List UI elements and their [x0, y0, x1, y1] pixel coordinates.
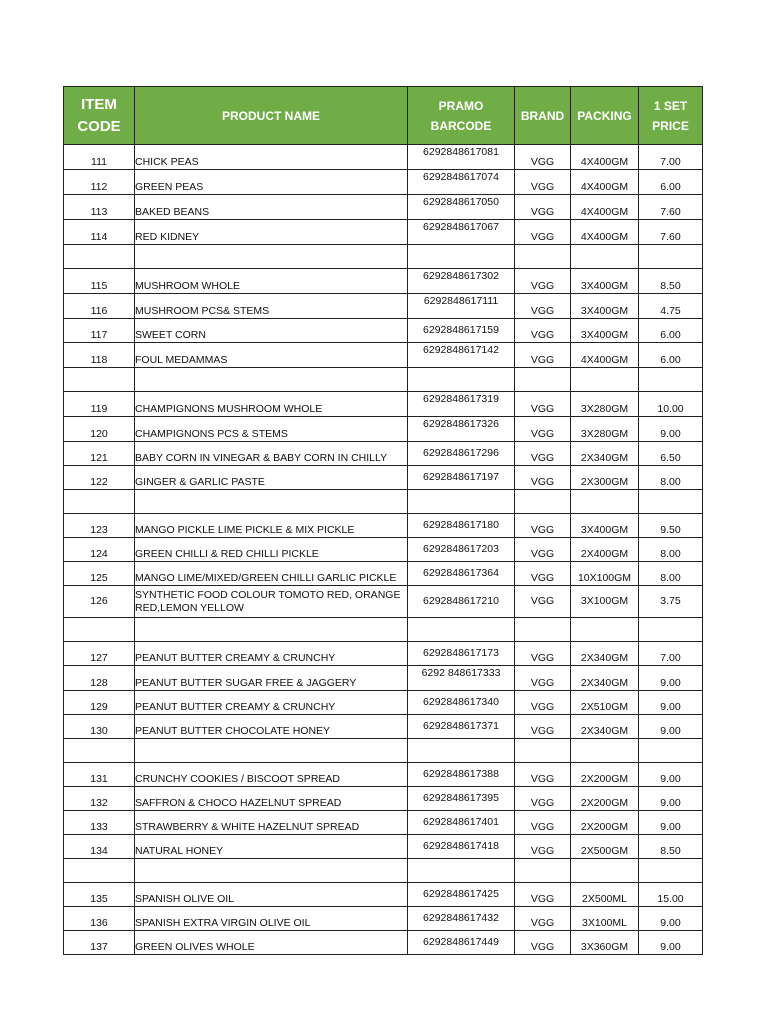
packing-cell: 3X400GM: [571, 294, 639, 319]
barcode-cell: 6292 848617333: [408, 666, 515, 691]
barcode-cell: 6292848617180: [408, 514, 515, 538]
price-cell: 9.00: [639, 931, 703, 955]
product-name-cell: CHAMPIGNONS MUSHROOM WHOLE: [135, 392, 408, 417]
price-cell: 3.75: [639, 586, 703, 618]
table-row: [64, 466, 703, 490]
price-cell: 9.00: [639, 787, 703, 811]
empty-cell: [639, 490, 703, 514]
barcode-cell: 6292848617111: [408, 294, 515, 319]
brand-cell: VGG: [515, 319, 571, 343]
price-cell: 8.50: [639, 835, 703, 859]
table-row: [64, 417, 703, 442]
packing-cell: 3X280GM: [571, 417, 639, 442]
brand-cell: VGG: [515, 195, 571, 220]
packing-cell: 3X280GM: [571, 392, 639, 417]
brand-cell: VGG: [515, 538, 571, 562]
table-row: [64, 691, 703, 715]
item-code-cell: 125: [64, 562, 135, 586]
empty-cell: [408, 618, 515, 642]
price-cell: 6.00: [639, 343, 703, 368]
table-row: [64, 269, 703, 294]
item-code-cell: 129: [64, 691, 135, 715]
empty-cell: [408, 739, 515, 763]
packing-cell: 2X340GM: [571, 442, 639, 466]
blank-separator-row: [64, 739, 703, 763]
table-row: [64, 538, 703, 562]
product-name-cell: MUSHROOM WHOLE: [135, 269, 408, 294]
price-list-table: [63, 86, 703, 955]
empty-cell: [515, 859, 571, 883]
item-code-cell: 114: [64, 220, 135, 245]
item-code-cell: 134: [64, 835, 135, 859]
item-code-cell: 112: [64, 170, 135, 195]
brand-cell: VGG: [515, 562, 571, 586]
brand-cell: VGG: [515, 763, 571, 787]
price-cell: 9.00: [639, 666, 703, 691]
item-code-cell: 113: [64, 195, 135, 220]
item-code-cell: 117: [64, 319, 135, 343]
empty-cell: [408, 859, 515, 883]
empty-cell: [64, 245, 135, 269]
price-cell: 9.50: [639, 514, 703, 538]
table-row: [64, 392, 703, 417]
barcode-cell: 6292848617432: [408, 907, 515, 931]
brand-cell: VGG: [515, 811, 571, 835]
product-name-cell: SWEET CORN: [135, 319, 408, 343]
price-cell: 9.00: [639, 715, 703, 739]
packing-cell: 2X340GM: [571, 642, 639, 666]
empty-cell: [515, 739, 571, 763]
packing-cell: 3X400GM: [571, 319, 639, 343]
brand-cell: VGG: [515, 883, 571, 907]
blank-separator-row: [64, 618, 703, 642]
empty-cell: [135, 368, 408, 392]
product-name-cell: PEANUT BUTTER CREAMY & CRUNCHY: [135, 691, 408, 715]
item-code-cell: 120: [64, 417, 135, 442]
header-packing: PACKING: [571, 87, 639, 145]
product-name-cell: GREEN PEAS: [135, 170, 408, 195]
packing-cell: 3X400GM: [571, 514, 639, 538]
blank-separator-row: [64, 859, 703, 883]
product-name-cell: PEANUT BUTTER CHOCOLATE HONEY: [135, 715, 408, 739]
brand-cell: VGG: [515, 642, 571, 666]
barcode-cell: 6292848617401: [408, 811, 515, 835]
empty-cell: [135, 490, 408, 514]
blank-separator-row: [64, 245, 703, 269]
item-code-cell: 116: [64, 294, 135, 319]
barcode-cell: 6292848617388: [408, 763, 515, 787]
price-cell: 9.00: [639, 763, 703, 787]
table-row: [64, 195, 703, 220]
price-cell: 4.75: [639, 294, 703, 319]
brand-cell: VGG: [515, 466, 571, 490]
brand-cell: VGG: [515, 514, 571, 538]
brand-cell: VGG: [515, 294, 571, 319]
price-cell: 6.50: [639, 442, 703, 466]
product-name-cell: MANGO PICKLE LIME PICKLE & MIX PICKLE: [135, 514, 408, 538]
brand-cell: VGG: [515, 715, 571, 739]
item-code-cell: 137: [64, 931, 135, 955]
product-name-cell: BABY CORN IN VINEGAR & BABY CORN IN CHILLY: [135, 442, 408, 466]
item-code-cell: 133: [64, 811, 135, 835]
empty-cell: [639, 739, 703, 763]
packing-cell: 4X400GM: [571, 145, 639, 170]
barcode-cell: 6292848617074: [408, 170, 515, 195]
table-row: [64, 442, 703, 466]
packing-cell: 3X100ML: [571, 907, 639, 931]
product-name-cell: GINGER & GARLIC PASTE: [135, 466, 408, 490]
table-row: [64, 715, 703, 739]
item-code-cell: 127: [64, 642, 135, 666]
empty-cell: [571, 618, 639, 642]
table-row: [64, 931, 703, 955]
item-code-cell: 126: [64, 586, 135, 618]
table-header: [64, 87, 703, 145]
packing-cell: 3X400GM: [571, 269, 639, 294]
packing-cell: 4X400GM: [571, 195, 639, 220]
price-cell: 9.00: [639, 811, 703, 835]
price-cell: 9.00: [639, 691, 703, 715]
price-cell: 10.00: [639, 392, 703, 417]
packing-cell: 2X500GM: [571, 835, 639, 859]
barcode-cell: 6292848617425: [408, 883, 515, 907]
product-name-cell: CRUNCHY COOKIES / BISCOOT SPREAD: [135, 763, 408, 787]
item-code-cell: 131: [64, 763, 135, 787]
brand-cell: VGG: [515, 787, 571, 811]
barcode-cell: 6292848617418: [408, 835, 515, 859]
barcode-cell: 6292848617173: [408, 642, 515, 666]
empty-cell: [408, 245, 515, 269]
item-code-cell: 124: [64, 538, 135, 562]
empty-cell: [135, 618, 408, 642]
table-row: [64, 586, 703, 618]
price-cell: 7.60: [639, 195, 703, 220]
barcode-cell: 6292848617197: [408, 466, 515, 490]
empty-cell: [408, 490, 515, 514]
product-name-cell: CHAMPIGNONS PCS & STEMS: [135, 417, 408, 442]
product-name-cell: MANGO LIME/MIXED/GREEN CHILLI GARLIC PICKLE: [135, 562, 408, 586]
packing-cell: 2X200GM: [571, 763, 639, 787]
empty-cell: [515, 490, 571, 514]
barcode-cell: 6292848617340: [408, 691, 515, 715]
empty-cell: [64, 368, 135, 392]
barcode-cell: 6292848617203: [408, 538, 515, 562]
blank-separator-row: [64, 490, 703, 514]
brand-cell: VGG: [515, 666, 571, 691]
header-item-code: ITEM CODE: [64, 87, 135, 145]
table-row: [64, 787, 703, 811]
empty-cell: [639, 368, 703, 392]
empty-cell: [515, 245, 571, 269]
item-code-cell: 136: [64, 907, 135, 931]
item-code-cell: 123: [64, 514, 135, 538]
brand-cell: VGG: [515, 931, 571, 955]
brand-cell: VGG: [515, 442, 571, 466]
packing-cell: 2X300GM: [571, 466, 639, 490]
packing-cell: 2X400GM: [571, 538, 639, 562]
barcode-cell: 6292848617449: [408, 931, 515, 955]
barcode-cell: 6292848617067: [408, 220, 515, 245]
barcode-cell: 6292848617319: [408, 392, 515, 417]
table-row: [64, 666, 703, 691]
blank-separator-row: [64, 368, 703, 392]
empty-cell: [64, 739, 135, 763]
price-cell: 7.60: [639, 220, 703, 245]
table-row: [64, 811, 703, 835]
product-name-cell: BAKED BEANS: [135, 195, 408, 220]
packing-cell: 2X340GM: [571, 666, 639, 691]
brand-cell: VGG: [515, 343, 571, 368]
header-product-name: PRODUCT NAME: [135, 87, 408, 145]
product-name-cell: NATURAL HONEY: [135, 835, 408, 859]
price-cell: 7.00: [639, 145, 703, 170]
empty-cell: [135, 739, 408, 763]
item-code-cell: 122: [64, 466, 135, 490]
table-row: [64, 763, 703, 787]
empty-cell: [64, 859, 135, 883]
item-code-cell: 119: [64, 392, 135, 417]
product-name-cell: MUSHROOM PCS& STEMS: [135, 294, 408, 319]
barcode-cell: 6292848617302: [408, 269, 515, 294]
empty-cell: [639, 859, 703, 883]
table-row: [64, 343, 703, 368]
barcode-cell: 6292848617371: [408, 715, 515, 739]
brand-cell: VGG: [515, 220, 571, 245]
product-name-cell: PEANUT BUTTER CREAMY & CRUNCHY: [135, 642, 408, 666]
barcode-cell: 6292848617210: [408, 586, 515, 618]
packing-cell: 4X400GM: [571, 170, 639, 195]
barcode-cell: 6292848617296: [408, 442, 515, 466]
item-code-cell: 121: [64, 442, 135, 466]
product-name-cell: SAFFRON & CHOCO HAZELNUT SPREAD: [135, 787, 408, 811]
brand-cell: VGG: [515, 691, 571, 715]
product-name-cell: GREEN OLIVES WHOLE: [135, 931, 408, 955]
price-cell: 8.50: [639, 269, 703, 294]
table-row: [64, 294, 703, 319]
empty-cell: [639, 618, 703, 642]
item-code-cell: 118: [64, 343, 135, 368]
item-code-cell: 132: [64, 787, 135, 811]
brand-cell: VGG: [515, 269, 571, 294]
product-name-cell: CHICK PEAS: [135, 145, 408, 170]
empty-cell: [639, 245, 703, 269]
price-cell: 6.00: [639, 170, 703, 195]
header-barcode: PRAMO BARCODE: [408, 87, 515, 145]
barcode-cell: 6292848617081: [408, 145, 515, 170]
empty-cell: [135, 859, 408, 883]
price-cell: 7.00: [639, 642, 703, 666]
empty-cell: [571, 245, 639, 269]
empty-cell: [571, 368, 639, 392]
table-row: [64, 562, 703, 586]
barcode-cell: 6292848617364: [408, 562, 515, 586]
empty-cell: [515, 618, 571, 642]
empty-cell: [408, 368, 515, 392]
price-cell: 8.00: [639, 562, 703, 586]
product-name-cell: STRAWBERRY & WHITE HAZELNUT SPREAD: [135, 811, 408, 835]
price-cell: 9.00: [639, 417, 703, 442]
empty-cell: [64, 490, 135, 514]
product-name-cell: SYNTHETIC FOOD COLOUR TOMOTO RED, ORANGE RED,LEMON YELLOW: [135, 586, 408, 618]
packing-cell: 3X360GM: [571, 931, 639, 955]
empty-cell: [571, 739, 639, 763]
product-name-cell: FOUL MEDAMMAS: [135, 343, 408, 368]
packing-cell: 3X100GM: [571, 586, 639, 618]
price-cell: 8.00: [639, 466, 703, 490]
packing-cell: 2X510GM: [571, 691, 639, 715]
table-row: [64, 319, 703, 343]
brand-cell: VGG: [515, 417, 571, 442]
table-row: [64, 220, 703, 245]
price-cell: 9.00: [639, 907, 703, 931]
product-name-cell: PEANUT BUTTER SUGAR FREE & JAGGERY: [135, 666, 408, 691]
brand-cell: VGG: [515, 907, 571, 931]
packing-cell: 10X100GM: [571, 562, 639, 586]
packing-cell: 4X400GM: [571, 220, 639, 245]
empty-cell: [515, 368, 571, 392]
table-row: [64, 835, 703, 859]
price-cell: 15.00: [639, 883, 703, 907]
empty-cell: [571, 859, 639, 883]
empty-cell: [64, 618, 135, 642]
barcode-cell: 6292848617326: [408, 417, 515, 442]
packing-cell: 2X340GM: [571, 715, 639, 739]
product-name-cell: RED KIDNEY: [135, 220, 408, 245]
barcode-cell: 6292848617142: [408, 343, 515, 368]
brand-cell: VGG: [515, 835, 571, 859]
empty-cell: [571, 490, 639, 514]
packing-cell: 2X200GM: [571, 787, 639, 811]
header-brand: BRAND: [515, 87, 571, 145]
empty-cell: [135, 245, 408, 269]
table-row: [64, 170, 703, 195]
table-body: [64, 145, 703, 955]
product-name-cell: SPANISH OLIVE OIL: [135, 883, 408, 907]
item-code-cell: 111: [64, 145, 135, 170]
item-code-cell: 128: [64, 666, 135, 691]
item-code-cell: 130: [64, 715, 135, 739]
item-code-cell: 115: [64, 269, 135, 294]
barcode-cell: 6292848617159: [408, 319, 515, 343]
brand-cell: VGG: [515, 145, 571, 170]
header-price: 1 SET PRICE: [639, 87, 703, 145]
brand-cell: VGG: [515, 392, 571, 417]
barcode-cell: 6292848617395: [408, 787, 515, 811]
product-name-cell: GREEN CHILLI & RED CHILLI PICKLE: [135, 538, 408, 562]
barcode-cell: 6292848617050: [408, 195, 515, 220]
packing-cell: 2X500ML: [571, 883, 639, 907]
packing-cell: 2X200GM: [571, 811, 639, 835]
product-name-cell: SPANISH EXTRA VIRGIN OLIVE OIL: [135, 907, 408, 931]
price-cell: 6.00: [639, 319, 703, 343]
item-code-cell: 135: [64, 883, 135, 907]
table-row: [64, 907, 703, 931]
packing-cell: 4X400GM: [571, 343, 639, 368]
table-row: [64, 883, 703, 907]
table-row: [64, 514, 703, 538]
brand-cell: VGG: [515, 170, 571, 195]
price-cell: 8.00: [639, 538, 703, 562]
table-row: [64, 145, 703, 170]
table-row: [64, 642, 703, 666]
brand-cell: VGG: [515, 586, 571, 618]
